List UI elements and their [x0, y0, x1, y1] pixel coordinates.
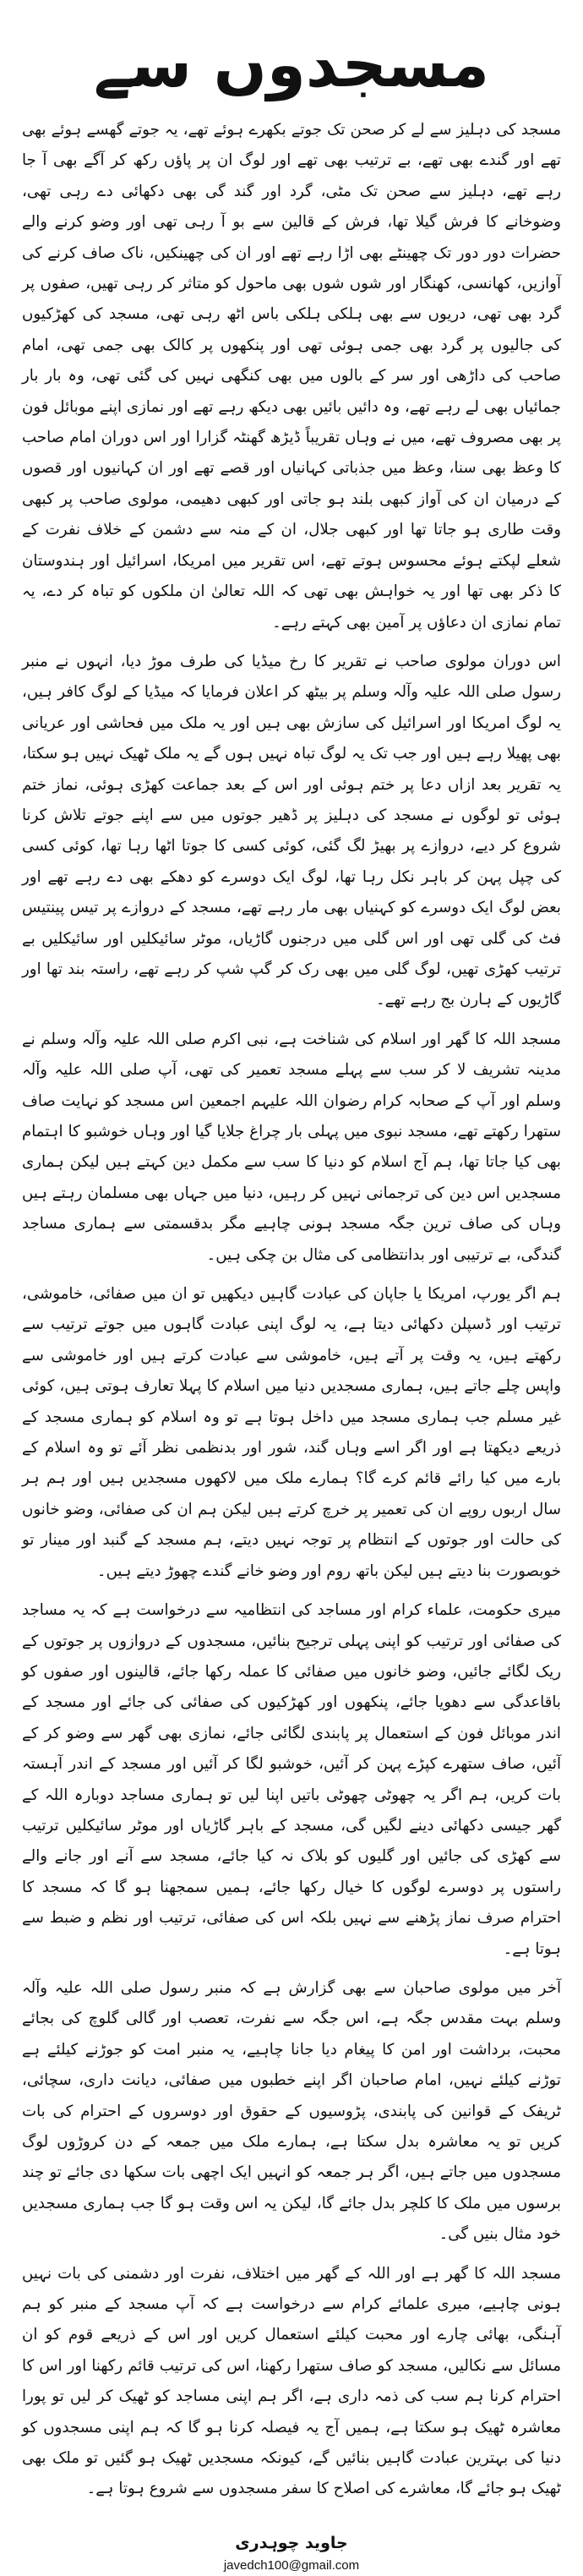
paragraph-7: مسجد اللہ کا گھر ہے اور اللہ کے گھر میں اختلاف، نفرت اور دشمنی کی بات نہیں ہونی چاہیے، میری علمائے کرام سے درخواست ہے کہ آپ مسجد کے منبر کو ہم آہنگی، بھائی چارے اور محبت کیلئے استعمال کریں اور اس کے ذریعے قوم کو ان مسائل سے نکالیں، مسجد کو صاف ستھرا رکھنا، اس کی ترتیب قائم رکھنا اور اس کا احترام کرنا ہم سب کی ذمہ داری ہے، اگر ہم اپنی مساجد کو ٹھیک کر لیں تو پورا معاشرہ ٹھیک ہو سکتا ہے، ہمیں آج یہ فیصلہ کرنا ہو گا کہ ہم اپنی مسجدوں کو دنیا کی بہترین عبادت گاہیں بنائیں گے، کیونکہ مسجدیں ٹھیک ہو گئیں تو ملک بھی ٹھیک ہو جائے گا، معاشرے کی اصلاح کا سفر مسجدوں سے شروع ہوتا ہے۔: [22, 2264, 561, 2498]
paragraph-4: ہم اگر یورپ، امریکا یا جاپان کی عبادت گاہیں دیکھیں تو ان میں صفائی، خاموشی، ترتیب اور ڈسپلن دکھائی دیتا ہے، یہ لوگ اپنی عبادت گاہوں میں جوتے ترتیب سے رکھتے ہیں، یہ وقت پر آتے ہیں، خاموشی سے عبادت کرتے ہیں اور خاموشی سے واپس چلے جاتے ہیں، ہماری مسجدیں دنیا میں اسلام کا پہلا تعارف ہوتی ہیں، کوئی غیر مسلم جب ہماری مسجد میں داخل ہوتا ہے تو وہ اسلام کو ہماری مسجد کے ذریعے دیکھتا ہے اور اگر اسے وہاں گند، شور اور بدنظمی نظر آئے تو وہ اسلام کے بارے میں کیا رائے قائم کرے گا؟ ہمارے ملک میں لاکھوں مسجدیں ہیں اور ہم ہر سال اربوں روپے ان کی تعمیر پر خرچ کرتے ہیں لیکن ہم ان کی صفائی، وضو خانوں کی حالت اور جوتوں کے انتظام پر توجہ نہیں دیتے، ہم مسجد کے گنبد اور مینار تو خوبصورت بنا دیتے ہیں لیکن باتھ روم اور وضو خانے گندے چھوڑ دیتے ہیں۔: [22, 1285, 561, 1580]
paragraph-1: مسجد کی دہلیز سے لے کر صحن تک جوتے بکھرے ہوئے تھے، یہ جوتے گھسے ہوئے بھی تھے اور گندے بھی تھے، بے ترتیب بھی تھے اور لوگ ان پر پاؤں رکھ کر آگے بھی آ جا رہے تھے، دہلیز سے صحن تک مٹی، گرد اور گند گی بھی دکھائی دے رہی تھی، وضوخانے کا فرش گیلا تھا، فرش کے قالین سے بو آ رہی تھی اور وضو کرنے والے حضرات دور دور تک چھینٹے بھی اڑا رہے تھے اور ان کی چھینکیں، ناک صاف کرنے کی آوازیں، کھانسی، کھنگار اور شوں شوں بھی ماحول کو متاثر کر رہی تھیں، صفوں پر گرد بھی تھی، دریوں سے بھی ہلکی ہلکی باس اٹھ رہی تھی، مسجد کی کھڑکیوں کی جالیوں پر گرد بھی جمی ہوئی تھی اور پنکھوں پر کالک بھی جمی تھی، امام صاحب کی داڑھی اور سر کے بالوں میں بھی کنگھی نہیں کی گئی تھی، وہ بار بار جمائیاں بھی لے رہے تھے، وہ دائیں بائیں بھی دیکھ رہے تھے اور نمازی اپنے موبائل فون پر بھی مصروف تھے، میں نے وہاں تقریباً ڈیڑھ گھنٹہ گزارا اور اس دوران امام صاحب کا وعظ بھی سنا، وعظ میں جذباتی کہانیاں اور قصے تھے اور ان کہانیوں اور قصوں کے درمیان ان کی آواز کبھی بلند ہو جاتی اور کبھی دھیمی، مولوی صاحب پر کبھی وقت طاری ہو جاتا تھا اور کبھی جلال، ان کے منہ سے دشمن کے خلاف نفرت کے شعلے لپکتے ہوئے محسوس ہوتے تھے، اس تقریر میں امریکا، اسرائیل اور ہندوستان کا ذکر بھی تھا اور یہ خواہش بھی تھی کہ اللہ تعالیٰ ان ملکوں کو تباہ کر دے، یہ تمام نمازی ان دعاؤں پر آمین بھی کہتے رہے۔: [22, 121, 561, 632]
author-signature: [22, 2530, 561, 2576]
paragraph-6: آخر میں مولوی صاحبان سے بھی گزارش ہے کہ منبر رسول صلی اللہ علیہ وآلہ وسلم بہت مقدس جگہ ہے، اس جگہ سے نفرت، تعصب اور گالی گلوچ کی بجائے محبت، برداشت اور امن کا پیغام دیا جانا چاہیے، یہ منبر امت کو جوڑنے کیلئے ہے توڑنے کیلئے نہیں، امام صاحبان اگر اپنے خطبوں میں صفائی، دیانت داری، سچائی، ٹریفک کے قوانین کی پابندی، پڑوسیوں کے حقوق اور دوسروں کے احترام کی بات کریں تو یہ معاشرہ بدل سکتا ہے، ہمارے ملک میں جمعہ کے دن کروڑوں لوگ مسجدوں میں جاتے ہیں، اگر ہر جمعہ کو انہیں ایک اچھی بات سکھا دی جائے تو چند برسوں میں ملک کا کلچر بدل جائے گا، لیکن یہ اس وقت ہو گا جب ہماری مسجدیں خود مثال بنیں گی۔: [22, 1978, 561, 2244]
paragraph-2: اس دوران مولوی صاحب نے تقریر کا رخ میڈیا کی طرف موڑ دیا، انہوں نے منبر رسول صلی اللہ علیہ وآلہ وسلم پر بیٹھ کر اعلان فرمایا کہ میڈیا کے لوگ کافر ہیں، یہ لوگ امریکا اور اسرائیل کی سازش بھی ہیں اور یہ ملک میں فحاشی اور عریانی بھی پھیلا رہے ہیں اور جب تک یہ لوگ تباہ نہیں ہوں گے یہ ملک ٹھیک نہیں ہو سکتا، یہ تقریر بعد ازاں دعا پر ختم ہوئی اور اس کے بعد جماعت کھڑی ہوئی، نماز ختم ہوئی تو لوگوں نے مسجد کی دہلیز پر ڈھیر جوتوں میں سے اپنے جوتے تلاش کرنا شروع کر دیے، دروازے پر بھیڑ لگ گئی، کوئی کسی کا جوتا اٹھا رہا تھا، کوئی کسی کی چپل پہن کر باہر نکل رہا تھا، لوگ ایک دوسرے کو دھکے بھی دے رہے تھے اور بعض لوگ ایک دوسرے کو کہنیاں بھی مار رہے تھے، مسجد کے دروازے پر تیس پینتیس فٹ کی گلی تھی اور اس گلی میں درجنوں گاڑیاں، موٹر سائیکلیں اور سائیکلیں بے ترتیب کھڑی تھیں، لوگ گلی میں بھی رک کر گپ شپ کر رہے تھے، راستہ بند تھا اور گاڑیوں کے ہارن بج رہے تھے۔: [22, 652, 561, 1009]
column-header: [22, 15, 561, 115]
column-body: [22, 115, 561, 2505]
paragraph-5: میری حکومت، علماء کرام اور مساجد کی انتظامیہ سے درخواست ہے کہ یہ مساجد کی صفائی اور ترتیب کو اپنی پہلی ترجیح بنائیں، مسجدوں کے دروازوں پر جوتوں کے ریک لگائے جائیں، وضو خانوں میں صفائی کا عملہ رکھا جائے، قالینوں اور صفوں کو باقاعدگی سے دھویا جائے، پنکھوں اور کھڑکیوں کی صفائی کی جائے اور مسجد کے اندر موبائل فون کے استعمال پر پابندی لگائی جائے، نمازی بھی گھر سے وضو کر کے آئیں، صاف ستھرے کپڑے پہن کر آئیں، خوشبو لگا کر آئیں اور مسجد کے اندر آہستہ بات کریں، ہم اگر یہ چھوٹی چھوٹی باتیں اپنا لیں تو ہماری مساجد دوبارہ اللہ کے گھر جیسی دکھائی دینے لگیں گی، مسجد کے باہر گاڑیاں اور موٹر سائیکلیں ترتیب سے کھڑی کی جائیں اور گلیوں کو بلاک نہ کیا جائے، مسجد سے آنے اور جانے والے راستوں پر دوسرے لوگوں کا خیال رکھا جائے، ہمیں سمجھنا ہو گا کہ مسجد کا احترام صرف نماز پڑھنے سے نہیں بلکہ اس کی صفائی، ترتیب اور نظم و ضبط سے ہوتا ہے۔: [22, 1601, 561, 1958]
author-email[interactable]: javedch100@gmail.com: [223, 2557, 360, 2573]
author-name: جاوید چوہدری: [235, 2533, 348, 2552]
column-title: مسجدوں سے: [93, 29, 490, 101]
paragraph-3: مسجد اللہ کا گھر اور اسلام کی شناخت ہے، نبی اکرم صلی اللہ علیہ وآلہ وسلم نے مدینہ تشریف لا کر سب سے پہلے مسجد تعمیر کی تھی، آپ صلی اللہ علیہ وآلہ وسلم اور آپ کے صحابہ کرام رضوان اللہ علیہم اجمعین اس مسجد کو نہایت صاف ستھرا رکھتے تھے، مسجد نبوی میں پہلی بار چراغ جلایا گیا اور وہاں خوشبو کا اہتمام بھی کیا جاتا تھا، ہم آج اسلام کو دنیا کا سب سے مکمل دین کہتے ہیں لیکن ہماری مسجدیں اس دین کی ترجمانی نہیں کر رہیں، دنیا میں جہاں بھی مسلمان رہتے ہیں وہاں کی صاف ترین جگہ مسجد ہونی چاہیے مگر بدقسمتی سے ہماری مساجد گندگی، بے ترتیبی اور بدانتظامی کی مثال بن چکی ہیں۔: [22, 1030, 561, 1264]
